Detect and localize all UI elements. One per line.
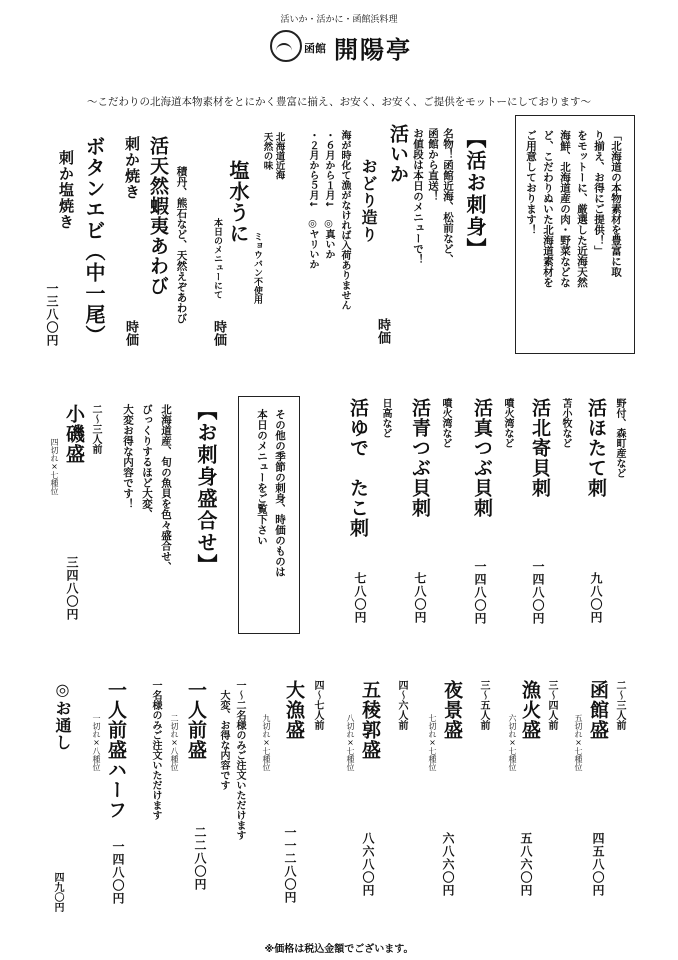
hitori-detail: 二切れ×八種位 <box>170 714 179 771</box>
tagline: 活いか・活かに・函館浜料理 <box>280 15 398 25</box>
tax-note: ※価格は税込金額でございます。 <box>264 944 414 955</box>
sashimi-section-title: 【活お刺身】 <box>463 128 487 260</box>
item-name: 活真つぶ貝刺 <box>471 398 493 518</box>
ika-season1: ・６月から１月↓ ◎真いか <box>323 130 334 260</box>
moriawase-desc <box>118 404 175 572</box>
logo-emblem-icon <box>270 30 302 62</box>
awabi-price: 時価 <box>123 320 138 346</box>
other-box <box>238 396 300 634</box>
other-line: その他の季節の刺身、時価のものは <box>274 409 286 577</box>
koiso-detail: 四切れ×七種位 <box>50 438 59 495</box>
ika-price: 時価 <box>375 318 390 344</box>
ika-note: 海が時化て漁がなければ入荷ありません <box>339 130 350 310</box>
otoshi-price: 四九〇円 <box>52 872 63 912</box>
item-price: 七八〇円 <box>413 572 427 624</box>
ebi-price: 一三八〇円 <box>45 282 59 347</box>
uni-note: ミョウバン不使用 <box>252 232 262 304</box>
set-price: 四五八〇円 <box>591 832 605 897</box>
hitori-size-note: 一〜二名様のみご注文いただけます <box>234 680 245 840</box>
shop-name: 開陽亭 <box>334 36 412 64</box>
item-origin: 噴火湾など <box>440 398 451 448</box>
other-text <box>253 409 289 577</box>
set-size: 四〜七人前 <box>312 680 323 730</box>
set-detail: 七切れ×七種位 <box>428 714 437 771</box>
koiso-price: 三四八〇円 <box>65 556 79 621</box>
hitori-half-detail: 一切れ×八種位 <box>92 714 101 771</box>
sashimi-note <box>410 128 455 265</box>
awabi-sub: 刺か焼き <box>123 136 141 200</box>
ebi-sub: 刺か塩焼き <box>57 150 75 230</box>
set-name: 大漁盛 <box>283 680 305 740</box>
item-origin: 日高など <box>380 398 391 438</box>
intro-line: をモットーに、厳選した近海天然 <box>576 130 588 288</box>
uni-desc: 天然の味 <box>261 132 273 170</box>
set-size: 三〜四人前 <box>546 680 557 730</box>
uni-region: 北海道近海 <box>273 132 285 180</box>
set-name: 夜景盛 <box>441 680 463 740</box>
koiso-size: 二〜三人前 <box>90 404 101 454</box>
ika-name: 活いか <box>387 124 409 184</box>
hitori-name: 一人前盛 <box>185 680 207 760</box>
intro-line: り揃え、お得にご提供！」 <box>593 130 605 256</box>
uni-menu-note: 本日のメニューにて <box>212 218 222 299</box>
moriawase-title: 【お刺身盛合せ】 <box>194 400 218 576</box>
hitori-half-price: 一四八〇円 <box>111 840 125 905</box>
sashimi-note-line: お値段は本日のメニューで！ <box>412 128 424 265</box>
sashimi-note-line: 名物！函館近海、松前など、 <box>442 128 454 265</box>
koiso-name: 小磯盛 <box>63 404 85 464</box>
otoshi-name: ◎お通し <box>53 680 72 751</box>
intro-line: 「北海道の本物素材を豊富に取 <box>610 130 622 277</box>
set-detail: 八切れ×七種位 <box>346 714 355 771</box>
intro-box <box>515 115 635 354</box>
set-detail: 六切れ×七種位 <box>508 714 517 771</box>
intro-line: ご用意しております！ <box>525 130 537 235</box>
item-origin: 噴火湾など <box>502 398 513 448</box>
item-name: 活青つぶ貝刺 <box>409 398 431 518</box>
intro-text <box>522 130 624 288</box>
set-size: 四〜六人前 <box>396 680 407 730</box>
item-price: 一四八〇円 <box>531 560 545 625</box>
moriawase-line: 北海道産、旬の魚貝を色々盛合せ、 <box>160 404 172 572</box>
set-price: 五八六〇円 <box>519 832 533 897</box>
item-price: 一四八〇円 <box>473 560 487 625</box>
item-name: 活北寄貝刺 <box>529 398 551 498</box>
item-price: 七八〇円 <box>353 572 367 624</box>
set-price: 八六八〇円 <box>361 832 375 897</box>
sashimi-note-line: 函館から直送！ <box>427 128 439 202</box>
set-size: 二〜三人前 <box>614 680 625 730</box>
set-detail: 九切れ×七種位 <box>262 714 271 771</box>
uni-price: 時価 <box>211 320 226 346</box>
item-name: 活ゆで たこ刺 <box>347 398 369 538</box>
ebi-name: ボタンエビ（中一尾） <box>82 136 106 346</box>
ika-season2: ・２月から５月↓ ◎ヤリいか <box>307 130 318 270</box>
set-name: 五稜郭盛 <box>359 680 381 760</box>
set-detail: 五切れ×七種位 <box>574 714 583 771</box>
set-size: 三〜五人前 <box>478 680 489 730</box>
item-origin: 苫小牧など <box>560 398 571 448</box>
item-name: 活ほたて刺 <box>585 398 607 498</box>
slogan: 〜こだわりの北海道本物素材をとにかく豊富に揃え、お安く、お安く、ご提供をモットーにしております〜 <box>87 96 591 108</box>
ika-sub: おどり造り <box>359 158 378 243</box>
hitori-price: 二二八〇円 <box>193 826 207 891</box>
set-name: 函館盛 <box>587 680 609 740</box>
intro-line: ど、こだわりぬいた北海道素材を <box>542 130 554 288</box>
hitori-desc: 大変、お得な内容です <box>218 690 229 790</box>
item-origin: 野付、森町産など <box>614 398 625 478</box>
uni-name: 塩水うに <box>226 160 250 244</box>
city-label: 函館 <box>304 42 326 55</box>
moriawase-line: びっくりするほど大変、 <box>141 404 153 520</box>
hitori-half-size-note: 一名様のみご注文いただけます <box>150 680 161 820</box>
item-price: 九八〇円 <box>589 572 603 624</box>
intro-line: 海鮮、北海道産の肉・野菜などな <box>559 130 571 288</box>
awabi-name: 活天然蝦夷あわび <box>147 136 169 296</box>
hitori-half-name: 一人前盛ハーフ <box>105 680 127 820</box>
set-price: 一一二八〇円 <box>283 826 297 904</box>
set-name: 漁火盛 <box>519 680 541 740</box>
set-price: 六八六〇円 <box>441 832 455 897</box>
awabi-region: 積丹、熊石など、天然えぞあわび <box>175 166 188 324</box>
moriawase-line: 大変お得な内容です！ <box>122 404 134 509</box>
other-line: 本日のメニューをご覧下さい <box>256 409 268 546</box>
